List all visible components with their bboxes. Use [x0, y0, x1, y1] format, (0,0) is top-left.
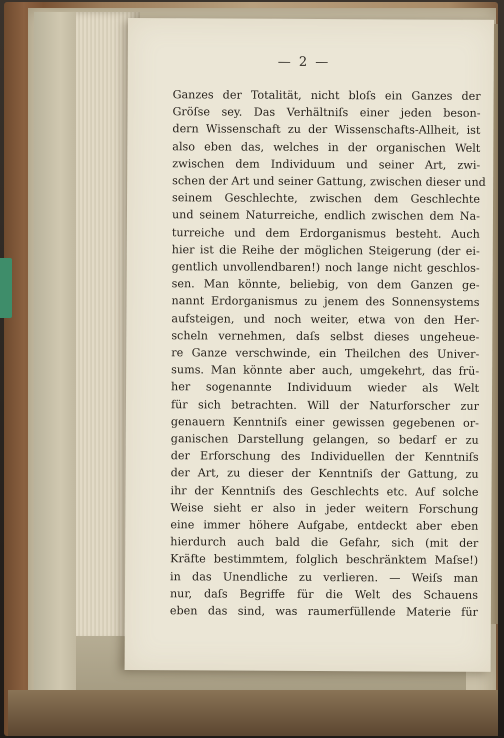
bookmark-tab: [0, 258, 12, 318]
text-line: scheln vernehmen, daſs selbst dieses ungeheue-: [171, 329, 480, 344]
text-line: und seinem Naturreiche, endlich zwischen dem Na-: [171, 208, 480, 224]
text-line: re Ganze verschwinde, ein Theilchen des Univer-: [171, 346, 480, 361]
cover-bottom: [8, 690, 498, 736]
text-line: also eben das, welches in der organischen Welt: [172, 139, 481, 155]
page-text: [169, 86, 486, 621]
text-line: Gröſse sey. Das Verhältniſs einer jeden beson-: [172, 105, 481, 121]
text-line: zwischen dem Individuum und seiner Art, zwi-: [172, 157, 481, 172]
text-line: nur, daſs Begriffe für die Welt des Schauens: [169, 587, 479, 602]
text-line: turreiche und dem Erdorganismus besteht. Auch: [171, 225, 480, 241]
text-line: Kräfte bestimmtem, folglich beschränktem Maſse!): [170, 552, 479, 568]
text-line: ihr der Kenntniſs des Geschlechts etc. Auf solche: [170, 483, 479, 499]
book-page: [125, 18, 494, 672]
text-line: eine immer höhere Aufgabe, entdeckt aber eben: [170, 518, 479, 533]
text-line: sen. Man könnte, beliebig, von dem Ganzen ge-: [171, 277, 480, 293]
text-line: für sich betrachten. Will der Naturforscher zur: [170, 397, 480, 413]
text-line: hier ist die Reihe der möglichen Steigerung (der ei-: [171, 243, 480, 258]
text-line: schen der Art und seiner Gattung, zwischen dieser und: [172, 174, 486, 189]
text-line: aufsteigen, und noch weiter, etwa von den Her-: [171, 311, 480, 327]
page-number: — 2 —: [277, 54, 331, 71]
text-line: dern Wissenschaft zu der Wissenschafts-Allheit, ist: [172, 122, 481, 138]
text-line: der Art, zu dieser der Kenntniſs der Gattung, zu: [170, 466, 479, 482]
text-line: eben das sind, was raumerfüllende Materie für: [169, 604, 478, 619]
text-line: genauern Kenntniſs einer gewissen gegebenen or-: [170, 415, 479, 430]
text-line: ganischen Darstellung gelangen, so bedarf er zu: [170, 432, 479, 447]
text-line: gentlich unvollendbaren!) noch lange nicht geschlos-: [171, 260, 480, 275]
text-line: seinem Geschlechte, zwischen dem Geschlechte: [172, 191, 481, 207]
text-line: hierdurch auch bald die Gefahr, sich (mit der: [170, 535, 479, 551]
book-gutter: [34, 12, 78, 712]
text-line: her sogenannte Individuum wieder als Welt: [171, 380, 480, 396]
text-line: nannt Erdorganismus zu jenem des Sonnensystems: [171, 294, 480, 310]
text-line: der Erforschung des Individuellen der Kenntniſs: [170, 449, 479, 465]
text-line: Weise sieht er also in jeder weitern Forschung: [170, 501, 479, 516]
text-line: Ganzes der Totalität, nicht bloſs ein Ganzes der: [172, 88, 481, 103]
text-line: in das Unendliche zu verlieren. — Weiſs man: [170, 569, 479, 585]
text-line: sums. Man könnte aber auch, umgekehrt, das frü-: [171, 363, 480, 379]
